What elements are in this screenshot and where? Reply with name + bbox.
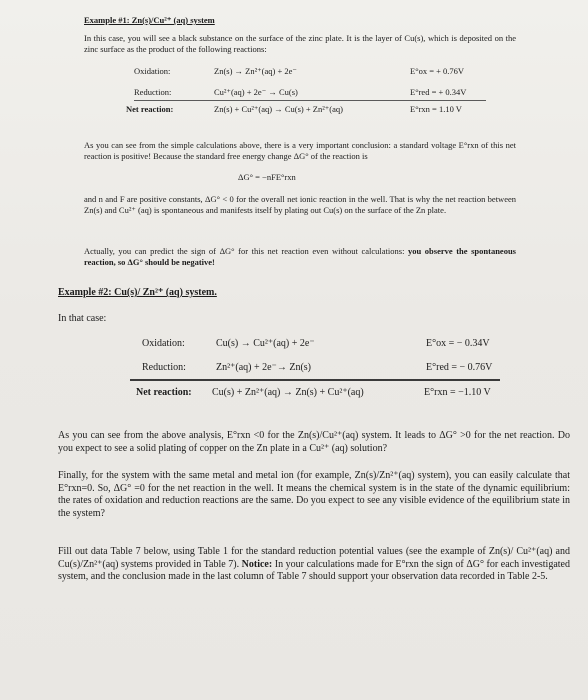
ex1-oxidation-equation: Zn(s) → Zn²⁺(aq) + 2e⁻	[214, 66, 297, 76]
ex2-oxidation-label: Oxidation:	[142, 338, 185, 349]
ex2-reduction-equation: Zn²⁺(aq) + 2e⁻→ Zn(s)	[216, 362, 311, 373]
ex1-net-label: Net reaction:	[126, 104, 174, 114]
ex2-oxidation-equation: Cu(s) → Cu²⁺(aq) + 2e⁻	[216, 338, 315, 349]
ex1-paragraph-3	[84, 246, 516, 267]
ex2-in-that-case: In that case:	[58, 313, 107, 324]
ex1-reduction-equation: Cu²⁺(aq) + 2e⁻ → Cu(s)	[214, 87, 298, 97]
ex2-reduction-potential: E°red = − 0.76V	[426, 362, 493, 373]
example-2-title: Example #2: Cu(s)/ Zn²⁺ (aq) system.	[58, 287, 217, 298]
ex1-paragraph-3-text: Actually, you can predict the sign of ΔG° for this net reaction even without calculations:	[84, 246, 408, 256]
ex2-sum-line	[130, 379, 500, 381]
ex2-oxidation-potential: E°ox = − 0.34V	[426, 338, 490, 349]
ex1-free-energy-formula: ΔG° = −nFE°rxn	[238, 172, 296, 182]
ex2-paragraph-3-text: Fill out data Table 7 below, using Table 1 for the standard reduction potential values (see the example of Zn(s)/ Cu²⁺(aq) and Cu(s)/Zn²⁺(aq) systems provided in Table 7).	[58, 546, 570, 570]
ex2-paragraph-3	[58, 546, 570, 584]
ex2-paragraph-1: As you can see from the above analysis, E°rxn <0 for the Zn(s)/Cu²⁺(aq) system. It leads to ΔG° >0 for the net reaction. Do you expect to see a solid plating of copper on the Zn plate in a Cu²⁺ (aq) solution?	[58, 430, 570, 454]
ex2-net-potential: E°rxn = −1.10 V	[424, 387, 491, 398]
ex1-oxidation-label: Oxidation:	[134, 66, 171, 76]
example-1-title: Example #1: Zn(s)/Cu²⁺ (aq) system	[84, 15, 215, 25]
ex1-sum-line	[134, 100, 486, 101]
ex2-paragraph-2: Finally, for the system with the same metal and metal ion (for example, Zn(s)/Zn²⁺(aq) system), you can easily calculate that E°rxn=0. So, ΔG° =0 for the net reaction in the well. It means the chemical system is in the state of the dynamic equilibrium: the rates of oxidation and reduction reactions are the same. Do you expect to see any visible evidence of the equilibrium state in the system?	[58, 470, 570, 519]
ex1-reduction-label: Reduction:	[134, 87, 172, 97]
ex1-paragraph-2: and n and F are positive constants, ΔG° < 0 for the overall net ionic reaction in the well. That is why the net reaction between Zn(s) and Cu²⁺ (aq) is spontaneous and manifests itself by plating out Cu(s) on the surface of the Zn plate.	[84, 194, 516, 215]
ex1-oxidation-potential: E°ox = + 0.76V	[410, 66, 465, 76]
ex2-paragraph-3-notice: Notice:	[241, 558, 273, 570]
ex2-paragraph-3-end: In your calculations made for E°rxn the sign of ΔG° for each investigated system, and the conclusion made in the last column of Table 7 should support your observation data recorded in Table 2-5.	[58, 558, 570, 582]
ex1-net-potential: E°rxn = 1.10 V	[410, 104, 462, 114]
ex1-paragraph-1: As you can see from the simple calculations above, there is a very important conclusion: a standard voltage E°rxn of this net reaction is positive! Because the standard free energy change ΔG° of the reaction is	[84, 140, 516, 161]
example-1-intro: In this case, you will see a black substance on the surface of the zinc plate. It is the layer of Cu(s), which is deposited on the zinc surface as the product of the following reactions:	[84, 33, 516, 54]
ex1-reduction-potential: E°red = + 0.34V	[410, 87, 467, 97]
ex2-net-label: Net reaction:	[136, 387, 192, 398]
ex1-paragraph-3-emphasis: you observe the spontaneous reaction, so ΔG° should be negative!	[84, 246, 516, 267]
ex2-net-equation: Cu(s) + Zn²⁺(aq) → Zn(s) + Cu²⁺(aq)	[212, 387, 364, 398]
ex2-reduction-label: Reduction:	[142, 362, 186, 373]
ex1-net-equation: Zn(s) + Cu²⁺(aq) → Cu(s) + Zn²⁺(aq)	[214, 104, 343, 114]
